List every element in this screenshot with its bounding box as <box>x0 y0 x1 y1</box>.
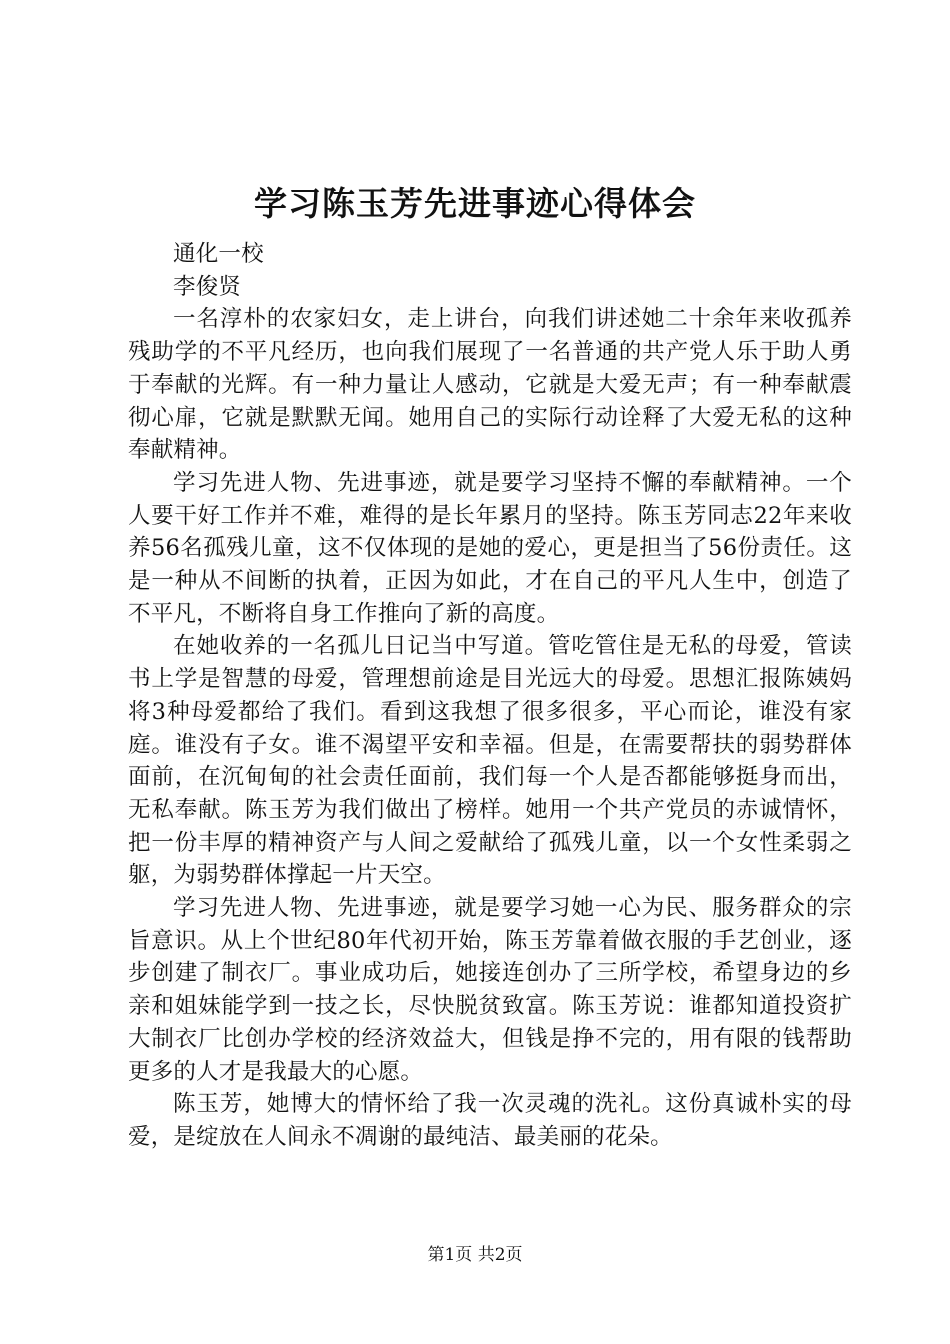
school-name: 通化一校 <box>173 241 264 267</box>
author-name: 李俊贤 <box>173 273 242 300</box>
paragraph-3: 在她收养的一名孤儿日记当中写道。管吃管住是无私的母爱，管读书上学是智慧的母爱，管理想前途是目光远大的母爱。思想汇报陈姨妈将3种母爱都给了我们。看到这我想了很多很多，平心而论，谁没有家庭。谁没有子女。谁不渴望平安和幸福。但是，在需要帮扶的弱势群体面前，在沉甸甸的社会责任面前，我们每一个人是否都能够挺身而出，无私奉献。陈玉芳为我们做出了榜样。她用一个共产党员的赤诚情怀，把一份丰厚的精神资产与人间之爱献给了孤残儿童，以一个女性柔弱之躯，为弱势群体撑起一片天空。 <box>128 633 852 889</box>
paragraph-4: 学习先进人物、先进事迹，就是要学习她一心为民、服务群众的宗旨意识。从上个世纪80年代初开始，陈玉芳靠着做衣服的手艺创业，逐步创建了制衣厂。事业成功后，她接连创办了三所学校，希望身边的乡亲和姐妹能学到一技之长，尽快脱贫致富。陈玉芳说：谁都知道投资扩大制衣厂比创办学校的经济效益大，但钱是挣不完的，用有限的钱帮助更多的人才是我最大的心愿。 <box>128 895 852 1085</box>
paragraph-5: 陈玉芳，她博大的情怀给了我一次灵魂的洗礼。这份真诚朴实的母爱，是绽放在人间永不凋谢的最纯洁、最美丽的花朵。 <box>128 1091 852 1150</box>
page-number-footer: 第1页 共2页 <box>427 1245 523 1265</box>
document-body <box>128 238 852 1154</box>
paragraph-1: 一名淳朴的农家妇女，走上讲台，向我们讲述她二十余年来收孤养残助学的不平凡经历，也向我们展现了一名普通的共产党人乐于助人勇于奉献的光辉。有一种力量让人感动，它就是大爱无声；有一种奉献震彻心扉，它就是默默无闻。她用自己的实际行动诠释了大爱无私的这种奉献精神。 <box>128 306 852 464</box>
paragraph-2: 学习先进人物、先进事迹，就是要学习坚持不懈的奉献精神。一个人要干好工作并不难，难得的是长年累月的坚持。陈玉芳同志22年来收养56名孤残儿童，这不仅体现的是她的爱心，更是担当了56份责任。这是一种从不间断的执着，正因为如此，才在自己的平凡人生中，创造了不平凡，不断将自身工作推向了新的高度。 <box>128 469 852 627</box>
document-title: 学习陈玉芳先进事迹心得体会 <box>254 184 696 223</box>
